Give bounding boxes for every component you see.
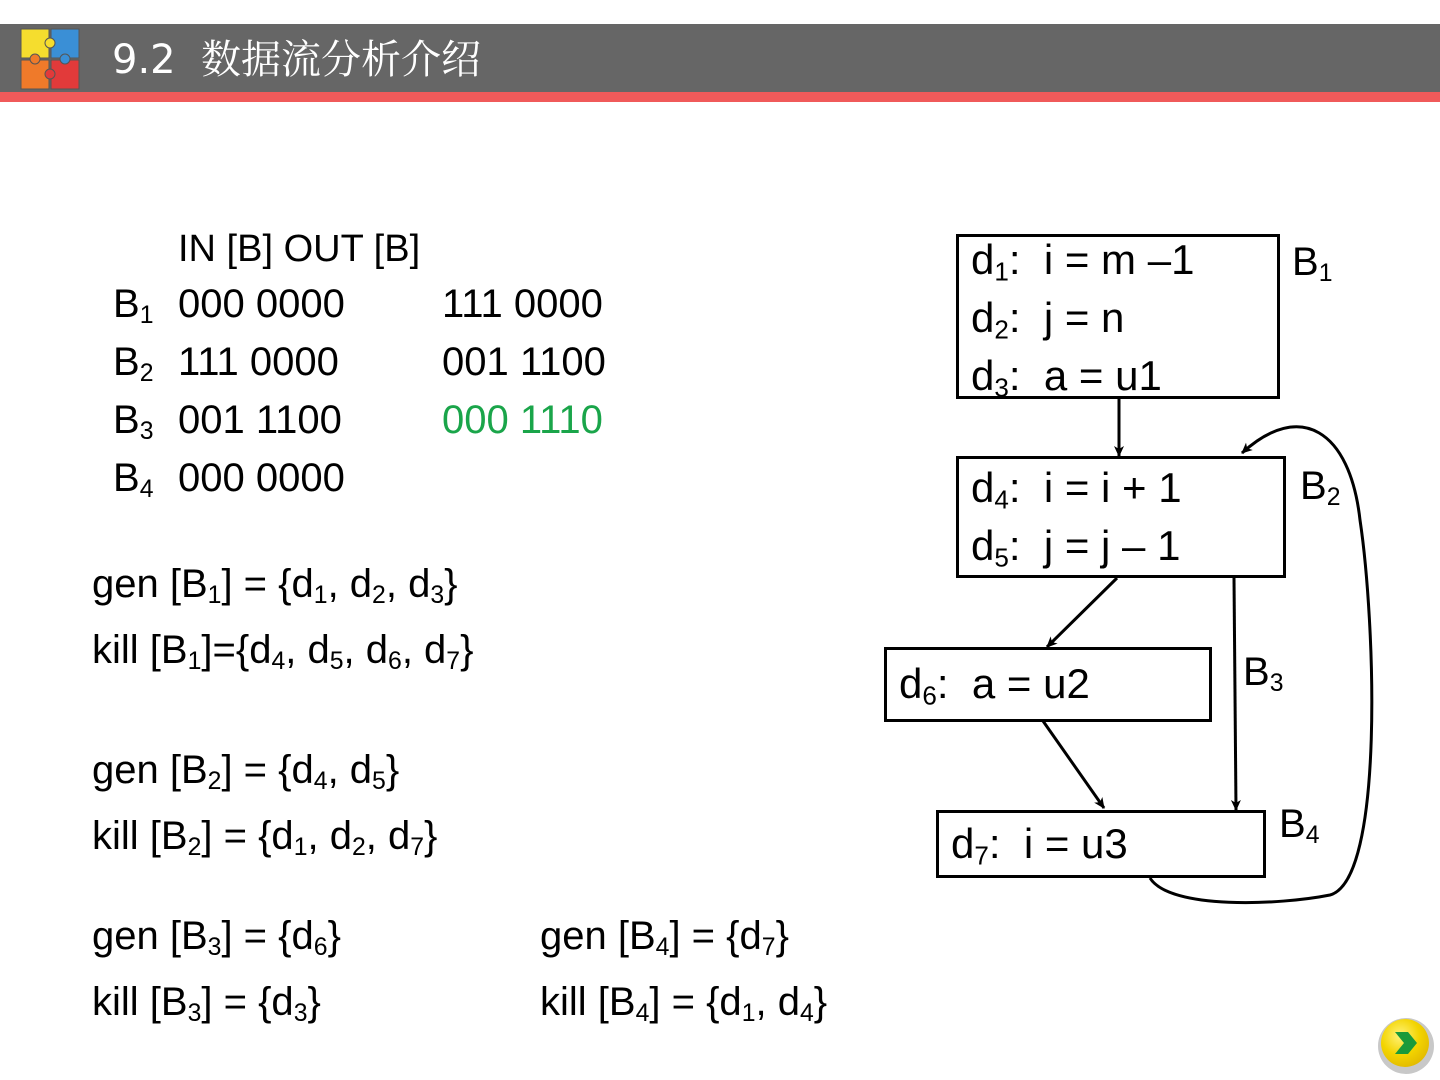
table-row-label: $B_3$ [113,398,154,446]
block-line: $d_7$: i = u3 [951,820,1128,871]
puzzle-logo-icon [20,28,80,90]
table-cell-out-highlighted: 000 1110 [442,398,603,442]
block-b2 [956,456,1286,578]
block-line: $d_5$: j = j – 1 [971,522,1181,573]
kill-b1: kill $[B_1]=\{d_4$, $d_5$, $d_6$, $d_7$} [92,628,474,676]
edge-b3-b4 [1043,721,1104,808]
block-line: $d_6$: a = u2 [899,660,1090,711]
block-label-b4: $B_4$ [1279,802,1320,850]
kill-b4: kill $[B_4] = \{d_1$, $d_4$} [540,980,828,1028]
gen-b3: gen $[B_3] = \{d_6\}$ [92,914,341,962]
table-header: IN [B] OUT [B] [178,228,421,270]
block-line: $d_2$: j = n [971,294,1125,345]
block-line: $d_3$: a = u1 [971,352,1162,403]
block-label-b1: $B_1$ [1292,240,1333,288]
table-cell-in: 001 1100 [178,398,342,442]
block-b4 [936,810,1266,878]
table-cell-in: 000 0000 [178,456,345,500]
table-row-label: $B_4$ [113,456,154,504]
next-slide-button[interactable] [1378,1018,1434,1074]
table-cell-out: 111 0000 [442,282,603,326]
next-button-face [1381,1019,1429,1067]
gen-b4: gen $[B_4] = \{d_7\}$ [540,914,789,962]
arrow-right-icon [1381,1019,1429,1067]
block-label-b3: $B_3$ [1243,650,1284,698]
table-cell-in: 111 0000 [178,340,339,384]
gen-b2: gen $[B_2] = \{d_4$, $d_5$} [92,748,400,796]
table-cell-out: 001 1100 [442,340,606,384]
table-row-label: $B_1$ [113,282,154,330]
header-stripe [0,92,1440,102]
kill-b3: kill $[B_3] = \{d_3\}$ [92,980,321,1028]
block-b3 [884,647,1212,722]
gen-b1: gen $[B_1] = \{d_1$, $d_2$, $d_3$} [92,562,458,610]
kill-b2: kill $[B_2] = \{d_1$, $d_2$, $d_7$} [92,814,438,862]
edge-b2-b4 [1234,578,1236,810]
block-label-b2: $B_2$ [1300,464,1341,512]
block-b1 [956,234,1280,403]
edge-b2-b3 [1047,578,1117,647]
table-row-label: $B_2$ [113,340,154,388]
slide-title: 9.2 数据流分析介绍 [112,37,482,83]
block-line: $d_4$: i = i + 1 [971,464,1182,515]
block-line: $d_1$: i = m –1 [971,236,1195,287]
table-cell-in: 000 0000 [178,282,345,326]
